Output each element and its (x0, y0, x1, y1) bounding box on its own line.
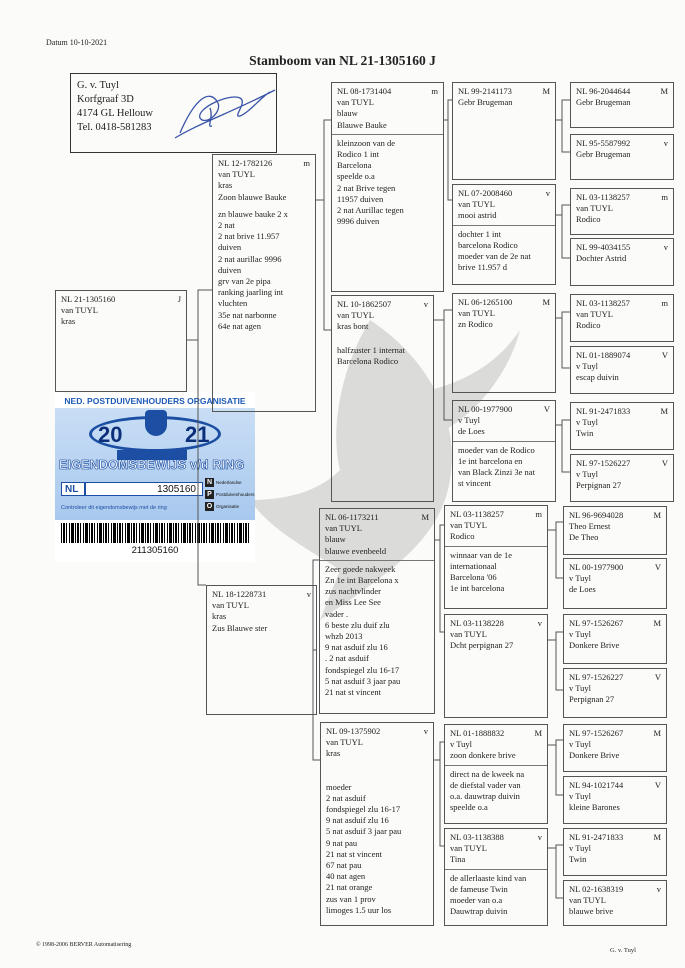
gen4-line: van TUYL (458, 308, 495, 319)
gen5-line: Rodico (576, 214, 601, 225)
gen5-pigeon-card[interactable] (570, 346, 674, 394)
gen4-line: zn Rodico (458, 319, 493, 330)
gen3-note: 2 nat Aurillac tegen (337, 205, 404, 216)
owner-name: G. v. Tuyl (77, 80, 119, 91)
gen4-line: van TUYL (450, 843, 487, 854)
gen5-pigeon-card[interactable] (570, 454, 674, 502)
gen5-ring: NL 96-2044644 (576, 86, 631, 96)
gen5-line: Perpignan 27 (576, 480, 622, 491)
gen4-pigeon-card[interactable] (452, 293, 556, 393)
card-title: EIGENDOMSBEWIJS v/d RING (59, 458, 245, 472)
gen4-note: de diefstal vader van (450, 779, 521, 790)
gen3-note: limoges 1.5 uur los (326, 904, 392, 915)
dam-ring: NL 18-1228731 (212, 589, 267, 599)
gen5-ring: NL 91-2471833 (569, 832, 624, 842)
gen3-note: 5 nat asduif 3 jaar pau (326, 826, 402, 837)
gen4-note: 1e int barcelona (450, 583, 505, 594)
gen5-ring: NL 02-1638319 (569, 884, 624, 894)
subject-pigeon-card[interactable] (55, 290, 187, 392)
gen3-note: 9 nat pau (326, 837, 358, 848)
subject-sex: J (177, 294, 181, 304)
gen5-sex: M (660, 406, 668, 416)
gen3-note: Barcelona (337, 160, 372, 171)
gen5-line: escap duivin (576, 372, 619, 383)
sire-note: duiven (218, 264, 242, 275)
gen4-sex: V (543, 404, 550, 414)
owner-street: Korfgraaf 3D (77, 94, 134, 105)
gen5-sex: M (653, 728, 661, 738)
gen4-ring: NL 01-1888832 (450, 728, 505, 738)
gen5-ring: NL 97-1526267 (569, 618, 624, 628)
gen3-note: 6 beste zlu duif zlu (325, 619, 390, 630)
gen5-ring: NL 00-1977900 (569, 562, 624, 572)
gen5-line: de Loes (569, 584, 596, 595)
gen4-line: Dcht perpignan 27 (450, 640, 514, 651)
gen4-line: van TUYL (458, 199, 495, 210)
gen5-ring: NL 94-1021744 (569, 780, 624, 790)
gen3-note: kleinzoon van de (337, 137, 396, 148)
gen5-sex: M (653, 832, 661, 842)
gen3-note: 9996 duiven (337, 216, 380, 227)
gen4-note: speelde o.a (450, 802, 488, 813)
gen5-line: Dochter Astrid (576, 253, 627, 264)
gen5-line: v Tuyl (576, 417, 598, 428)
gen5-pigeon-card[interactable] (563, 828, 667, 876)
gen5-pigeon-card[interactable] (570, 238, 674, 286)
gen5-sex: V (654, 672, 661, 682)
gen5-line: v Tuyl (569, 683, 591, 694)
gen5-pigeon-card[interactable] (570, 134, 674, 180)
gen4-note: de fameuse Twin (450, 883, 508, 894)
card-npo-o: Organisatie (216, 504, 240, 509)
gen3-note: 11957 duiven (337, 193, 384, 204)
card-lion-emblem-icon (145, 410, 167, 436)
gen5-pigeon-card[interactable] (570, 188, 674, 235)
gen3-note: zus nachtvlinder (325, 586, 381, 597)
gen3-sex: M (421, 512, 429, 522)
sire-note: 2 nat brive 11.957 (218, 231, 280, 242)
gen4-ring: NL 00-1977900 (458, 404, 513, 414)
gen5-ring: NL 03-1138257 (576, 298, 630, 308)
gen5-pigeon-card[interactable] (563, 558, 667, 609)
gen4-note: st vincent (458, 478, 491, 489)
sire-ring: NL 12-1782126 (218, 158, 273, 168)
card-barcode-image (61, 523, 249, 543)
signature-image (170, 78, 280, 148)
gen4-sex: M (542, 297, 550, 307)
gen3-line: blauwe evenbeeld (325, 545, 387, 556)
gen3-pigeon-card[interactable] (331, 295, 434, 502)
gen4-note: Dauwtrap duivin (450, 906, 508, 917)
gen4-sex: v (545, 188, 550, 198)
gen5-pigeon-card[interactable] (570, 82, 674, 128)
gen4-line: Tina (450, 854, 466, 865)
gen5-line: van TUYL (576, 203, 613, 214)
gen4-line: van TUYL (450, 520, 487, 531)
gen4-note: direct na de kweek na (450, 768, 525, 779)
gen4-note: barcelona Rodico (458, 239, 518, 250)
gen4-ring: NL 03-1138228 (450, 618, 504, 628)
gen5-sex: V (661, 458, 668, 468)
gen5-ring: NL 97-1526227 (569, 672, 624, 682)
gen4-line: Gebr Brugeman (458, 97, 513, 108)
gen4-pigeon-card[interactable] (444, 828, 548, 926)
gen5-line: Gebr Brugeman (576, 97, 631, 108)
gen5-line: De Theo (569, 532, 599, 543)
gen4-pigeon-card[interactable] (452, 400, 556, 502)
gen4-note: moeder van de 2e nat (458, 251, 531, 262)
gen5-line: Donkere Brive (569, 640, 620, 651)
gen5-line: Twin (576, 428, 594, 439)
gen3-line: van TUYL (337, 310, 374, 321)
footer-copyright: © 1998-2006 BERVER Automatisering (36, 942, 132, 948)
gen5-line: v Tuyl (569, 843, 591, 854)
gen3-sex: v (423, 726, 428, 736)
card-country: NL (61, 482, 85, 496)
gen3-note: 21 nat st vincent (325, 687, 381, 698)
gen3-note: 21 nat orange (326, 882, 373, 893)
gen4-note: 1e int barcelona en (458, 455, 523, 466)
gen4-pigeon-card[interactable] (444, 505, 548, 609)
gen3-pigeon-card[interactable] (320, 722, 434, 926)
gen5-pigeon-card[interactable] (570, 294, 674, 342)
gen5-ring: NL 96-9694028 (569, 510, 624, 520)
gen5-sex: M (660, 86, 668, 96)
gen5-sex: m (661, 192, 668, 202)
gen5-sex: M (653, 618, 661, 628)
gen3-note: 2 nat asduif (326, 792, 366, 803)
gen5-line: Donkere Brive (569, 750, 620, 761)
subject-line-2: kras (61, 316, 76, 327)
gen4-line: de Loes (458, 426, 485, 437)
gen3-ring: NL 06-1173211 (325, 512, 379, 522)
gen5-line: Gebr Brugeman (576, 149, 631, 160)
gen4-note: internationaal (450, 560, 497, 571)
sire-note: grv van 2e pipa (218, 276, 271, 287)
gen4-line: van TUYL (450, 629, 487, 640)
gen5-line: Rodico (576, 320, 601, 331)
gen3-line: Blauwe Bauke (337, 119, 387, 130)
gen3-note: speelde o.a (337, 171, 375, 182)
sire-note: 64e nat agen (218, 320, 261, 331)
gen3-note: fondspiegel zlu 16-17 (326, 804, 401, 815)
gen3-note: 21 nat st vincent (326, 848, 382, 859)
gen5-pigeon-card[interactable] (563, 668, 667, 718)
gen3-note: 40 nat agen (326, 871, 366, 882)
gen3-note: moeder (326, 781, 352, 792)
gen4-note: van Black Zinzi 3e nat (458, 467, 535, 478)
gen3-note: zus van 1 prov (326, 893, 376, 904)
card-npo-p: Postduivenhouders (216, 492, 255, 497)
gen3-note: 2 nat Brive tegen (337, 182, 396, 193)
gen5-ring: NL 97-1526267 (569, 728, 624, 738)
sire-line-1: van TUYL (218, 169, 255, 180)
gen5-line: blauwe brive (569, 906, 614, 917)
card-barcode-number: 211305160 (131, 545, 179, 556)
gen5-pigeon-card[interactable] (563, 506, 667, 555)
gen4-note: moeder van de Rodico (458, 444, 535, 455)
gen5-sex: V (654, 780, 661, 790)
gen3-note: Rodico 1 int (337, 149, 380, 160)
gen5-pigeon-card[interactable] (563, 614, 667, 664)
sire-line-3: Zoon blauwe Bauke (218, 191, 287, 202)
gen5-sex: M (653, 510, 661, 520)
gen5-line: kleine Barones (569, 802, 620, 813)
gen4-ring: NL 06-1265100 (458, 297, 513, 307)
gen4-pigeon-card[interactable] (452, 184, 556, 285)
dam-sex: v (306, 589, 311, 599)
gen5-sex: v (663, 242, 668, 252)
gen5-sex: v (656, 884, 661, 894)
subject-ring: NL 21-1305160 (61, 294, 116, 304)
gen5-sex: v (663, 138, 668, 148)
gen4-ring: NL 99-2141173 (458, 86, 512, 96)
gen4-ring: NL 03-1138388 (450, 832, 504, 842)
gen5-pigeon-card[interactable] (563, 776, 667, 824)
card-org-name: NED. POSTDUIVENHOUDERS ORGANISATIE (64, 396, 246, 406)
card-year-right: 21 (185, 422, 210, 447)
gen3-line: van TUYL (326, 737, 363, 748)
gen5-pigeon-card[interactable] (563, 880, 667, 926)
gen5-sex: m (661, 298, 668, 308)
gen4-pigeon-card[interactable] (444, 724, 548, 824)
gen5-line: Twin (569, 854, 587, 865)
dam-line-1: van TUYL (212, 600, 249, 611)
gen5-ring: NL 99-4034155 (576, 242, 631, 252)
gen5-ring: NL 91-2471833 (576, 406, 631, 416)
card-control-note: Controleer dit eigendomsbewijs met de ring (61, 505, 167, 511)
gen4-note: dochter 1 int (458, 228, 501, 239)
sire-note: vluchten (218, 298, 248, 309)
gen3-sex: v (423, 299, 428, 309)
gen4-note: o.a. dauwtrap duivin (450, 791, 520, 802)
dam-pigeon-card[interactable] (206, 585, 317, 715)
gen5-line: Theo Ernest (569, 521, 611, 532)
sire-sex: m (303, 158, 310, 168)
gen3-note: Barcelona Rodico (337, 355, 399, 366)
card-npo-n: Nederlandse (216, 480, 242, 485)
gen5-line: v Tuyl (576, 361, 598, 372)
gen5-line: v Tuyl (569, 791, 591, 802)
owner-city: 4174 GL Hellouw (77, 108, 154, 119)
gen4-line: v Tuyl (458, 415, 480, 426)
subject-line-1: van TUYL (61, 305, 98, 316)
gen4-pigeon-card[interactable] (444, 614, 548, 718)
gen4-ring: NL 03-1138257 (450, 509, 504, 519)
gen4-sex: v (537, 832, 542, 842)
sire-note: 35e nat narbonne (218, 309, 277, 320)
gen3-line: kras bont (337, 321, 369, 332)
gen5-line: van TUYL (576, 309, 613, 320)
gen5-sex: V (661, 350, 668, 360)
gen5-ring: NL 01-1889074 (576, 350, 631, 360)
gen5-ring: NL 97-1526227 (576, 458, 631, 468)
gen4-line: zoon donkere brive (450, 750, 516, 761)
gen3-note: 67 nat pau (326, 860, 362, 871)
gen4-note: Barcelona '06 (450, 572, 497, 583)
owner-phone: Tel. 0418-581283 (77, 122, 152, 133)
print-date: Datum 10-10-2021 (46, 38, 108, 47)
sire-note: duiven (218, 242, 242, 253)
ownership-certificate-card: NED. POSTDUIVENHOUDERS ORGANISATIE 20 21 EIGENDOMSBEWIJS v/d RING NL 1305160 N Nederlandse P Postduivenhouders O Organisatie Controleer dit eigendomsbewijs met de ring 211305160 (55, 392, 255, 562)
footer-name: G. v. Tuyl (610, 947, 636, 954)
gen4-sex: m (535, 509, 542, 519)
gen3-pigeon-card[interactable] (319, 508, 435, 714)
gen4-line: Rodico (450, 531, 475, 542)
card-year-left: 20 (98, 422, 123, 447)
gen5-sex: V (654, 562, 661, 572)
gen5-line: v Tuyl (569, 739, 591, 750)
gen5-line: van TUYL (569, 895, 606, 906)
gen3-note: . 2 nat asduif (325, 653, 369, 664)
gen4-line: v Tuyl (450, 739, 472, 750)
gen3-line: kras (326, 748, 341, 759)
gen4-ring: NL 07-2008460 (458, 188, 513, 198)
sire-note: ranking jaarling int (218, 287, 284, 298)
gen5-ring: NL 03-1138257 (576, 192, 630, 202)
gen4-line: mooi astrid (458, 210, 497, 221)
gen3-line: blauw (325, 534, 346, 545)
dam-line-3: Zus Blauwe ster (212, 622, 268, 633)
gen4-sex: v (537, 618, 542, 628)
sire-line-2: kras (218, 180, 233, 191)
gen3-note: vader . (325, 608, 349, 619)
sire-pigeon-card[interactable] (212, 154, 316, 412)
sire-note: zn blauwe bauke 2 x (218, 208, 288, 219)
page-title: Stamboom van NL 21-1305160 J (249, 53, 436, 68)
gen3-ring: NL 10-1862507 (337, 299, 392, 309)
gen4-note: de allerlaaste kind van (450, 872, 527, 883)
gen4-note: winnaar van de 1e (450, 549, 513, 560)
gen3-note: fondspiegel zlu 16-17 (325, 664, 400, 675)
gen3-ring: NL 09-1375902 (326, 726, 381, 736)
dam-line-2: kras (212, 611, 227, 622)
gen3-line: van TUYL (325, 523, 362, 534)
gen3-note: Zeer goede nakweek (325, 563, 396, 574)
gen3-sex: m (431, 86, 438, 96)
gen4-note: moeder van o.a (450, 895, 503, 906)
gen5-pigeon-card[interactable] (563, 724, 667, 772)
gen3-note: 9 nat asduif zlu 16 (326, 815, 389, 826)
gen5-line: Perpignan 27 (569, 694, 615, 705)
gen3-line: van TUYL (337, 97, 374, 108)
gen4-pigeon-card[interactable] (452, 82, 556, 180)
gen4-note: brive 11.957 d (458, 262, 508, 273)
gen3-note: halfzuster 1 internat (337, 344, 405, 355)
gen5-line: v Tuyl (569, 629, 591, 640)
gen5-line: v Tuyl (576, 469, 598, 480)
sire-note: 2 nat aurillac 9996 (218, 253, 282, 264)
sire-note: 2 nat (218, 220, 235, 231)
gen5-pigeon-card[interactable] (570, 402, 674, 450)
gen5-ring: NL 95-5587992 (576, 138, 631, 148)
gen3-note: whzb 2013 (325, 631, 363, 642)
gen3-note: en Miss Lee See (325, 597, 381, 608)
gen3-ring: NL 08-1731404 (337, 86, 392, 96)
gen3-note: Zn 1e int Barcelona x (325, 575, 399, 586)
gen4-sex: M (534, 728, 542, 738)
gen5-line: v Tuyl (569, 573, 591, 584)
gen4-sex: M (542, 86, 550, 96)
gen3-line: blauw (337, 108, 358, 119)
gen3-note: 5 nat asduif 3 jaar pau (325, 675, 401, 686)
gen3-pigeon-card[interactable] (331, 82, 444, 292)
card-ring-number: 1305160 (85, 482, 203, 496)
gen3-note: 9 nat asduif zlu 16 (325, 642, 388, 653)
